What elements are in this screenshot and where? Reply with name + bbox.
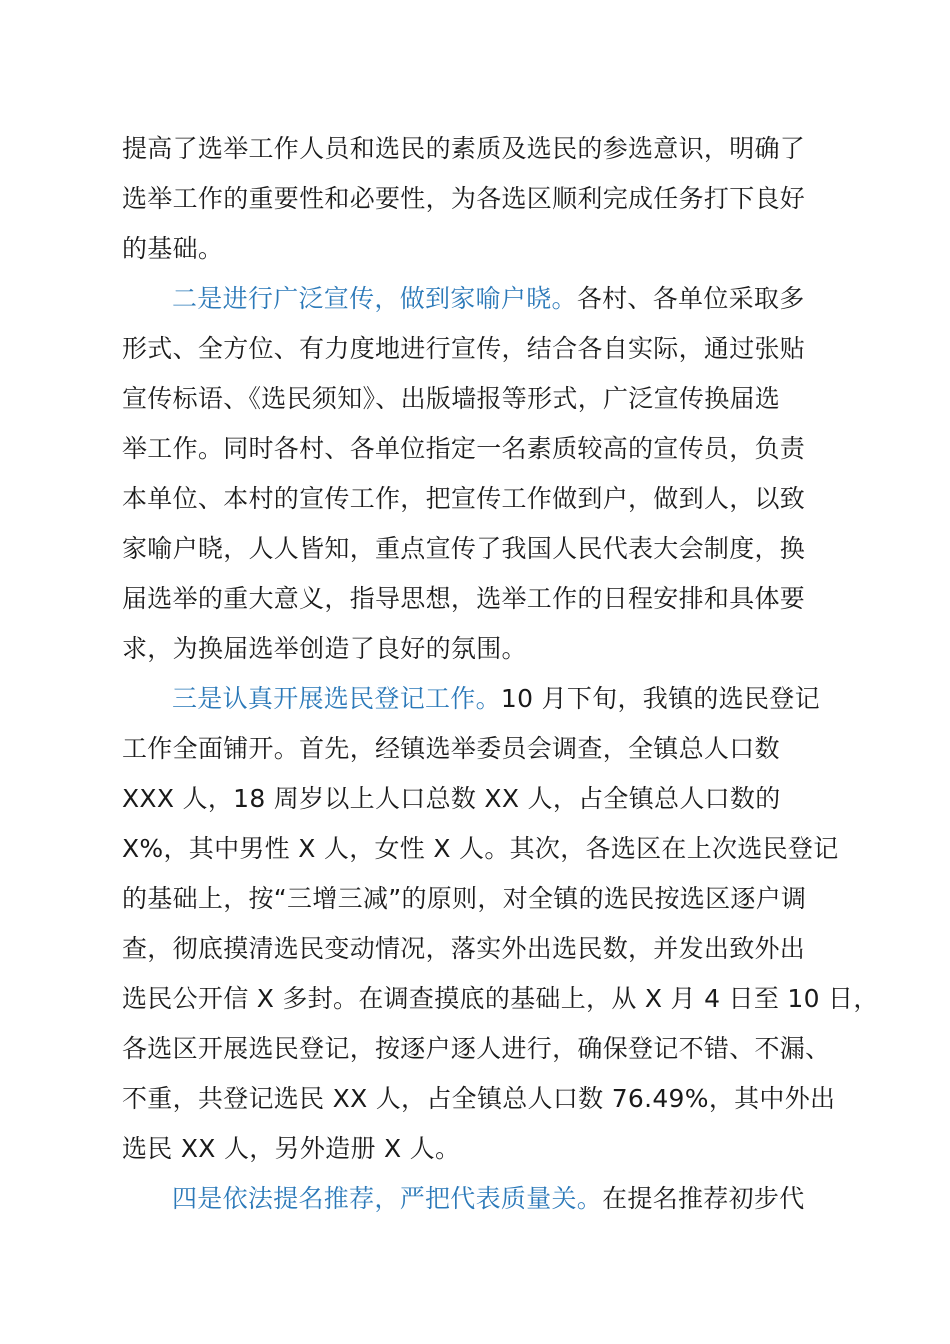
text-line: 工作全面铺开。首先，经镇选举委员会调查，全镇总人口数 <box>122 734 780 763</box>
paragraph-3-text: 10 月下旬，我镇的选民登记 <box>500 684 820 713</box>
paragraph-3-heading: 三是认真开展选民登记工作。 <box>172 684 501 713</box>
text-line: 的基础上，按“三增三减”的原则，对全镇的选民按选区逐户调 <box>122 884 807 913</box>
text-line: 选民公开信 X 多封。在调查摸底的基础上，从 X 月 4 日至 10 日， <box>122 984 879 1013</box>
paragraph-4-first-line <box>172 1181 892 1217</box>
text-line: 提高了选举工作人员和选民的素质及选民的参选意识，明确了 <box>122 134 806 163</box>
text-line: 家喻户晓，人人皆知，重点宣传了我国人民代表大会制度，换 <box>122 534 806 563</box>
text-line: 选举工作的重要性和必要性，为各选区顺利完成任务打下良好 <box>122 184 806 213</box>
text-line: 届选举的重大意义，指导思想，选举工作的日程安排和具体要 <box>122 584 806 613</box>
text-line: 求，为换届选举创造了良好的氛围。 <box>122 634 527 663</box>
paragraph-4-text: 在提名推荐初步代 <box>602 1184 805 1213</box>
paragraph-2-first-line <box>172 281 892 317</box>
text-line: 本单位、本村的宣传工作，把宣传工作做到户，做到人，以致 <box>122 484 806 513</box>
text-line: 选民 XX 人，另外造册 X 人。 <box>122 1134 461 1163</box>
paragraph-2-heading: 二是进行广泛宣传，做到家喻户晓。 <box>172 284 577 313</box>
paragraph-3-first-line <box>172 681 892 717</box>
text-line: XXX 人，18 周岁以上人口总数 XX 人，占全镇总人口数的 <box>122 784 781 813</box>
text-line: 形式、全方位、有力度地进行宣传，结合各自实际，通过张贴 <box>122 334 806 363</box>
paragraph-2-text: 各村、各单位采取多 <box>576 284 805 313</box>
text-line: X%，其中男性 X 人，女性 X 人。其次，各选区在上次选民登记 <box>122 834 839 863</box>
text-line: 各选区开展选民登记，按逐户逐人进行，确保登记不错、不漏、 <box>122 1034 831 1063</box>
text-line: 举工作。同时各村、各单位指定一名素质较高的宣传员，负责 <box>122 434 806 463</box>
text-line: 不重，共登记选民 XX 人，占全镇总人口数 76.49%，其中外出 <box>122 1084 836 1113</box>
text-line: 宣传标语、《选民须知》、出版墙报等形式，广泛宣传换届选 <box>122 384 781 413</box>
text-line: 查，彻底摸清选民变动情况，落实外出选民数，并发出致外出 <box>122 934 806 963</box>
text-line: 的基础。 <box>122 234 224 263</box>
paragraph-4-heading: 四是依法提名推荐，严把代表质量关。 <box>172 1184 603 1213</box>
